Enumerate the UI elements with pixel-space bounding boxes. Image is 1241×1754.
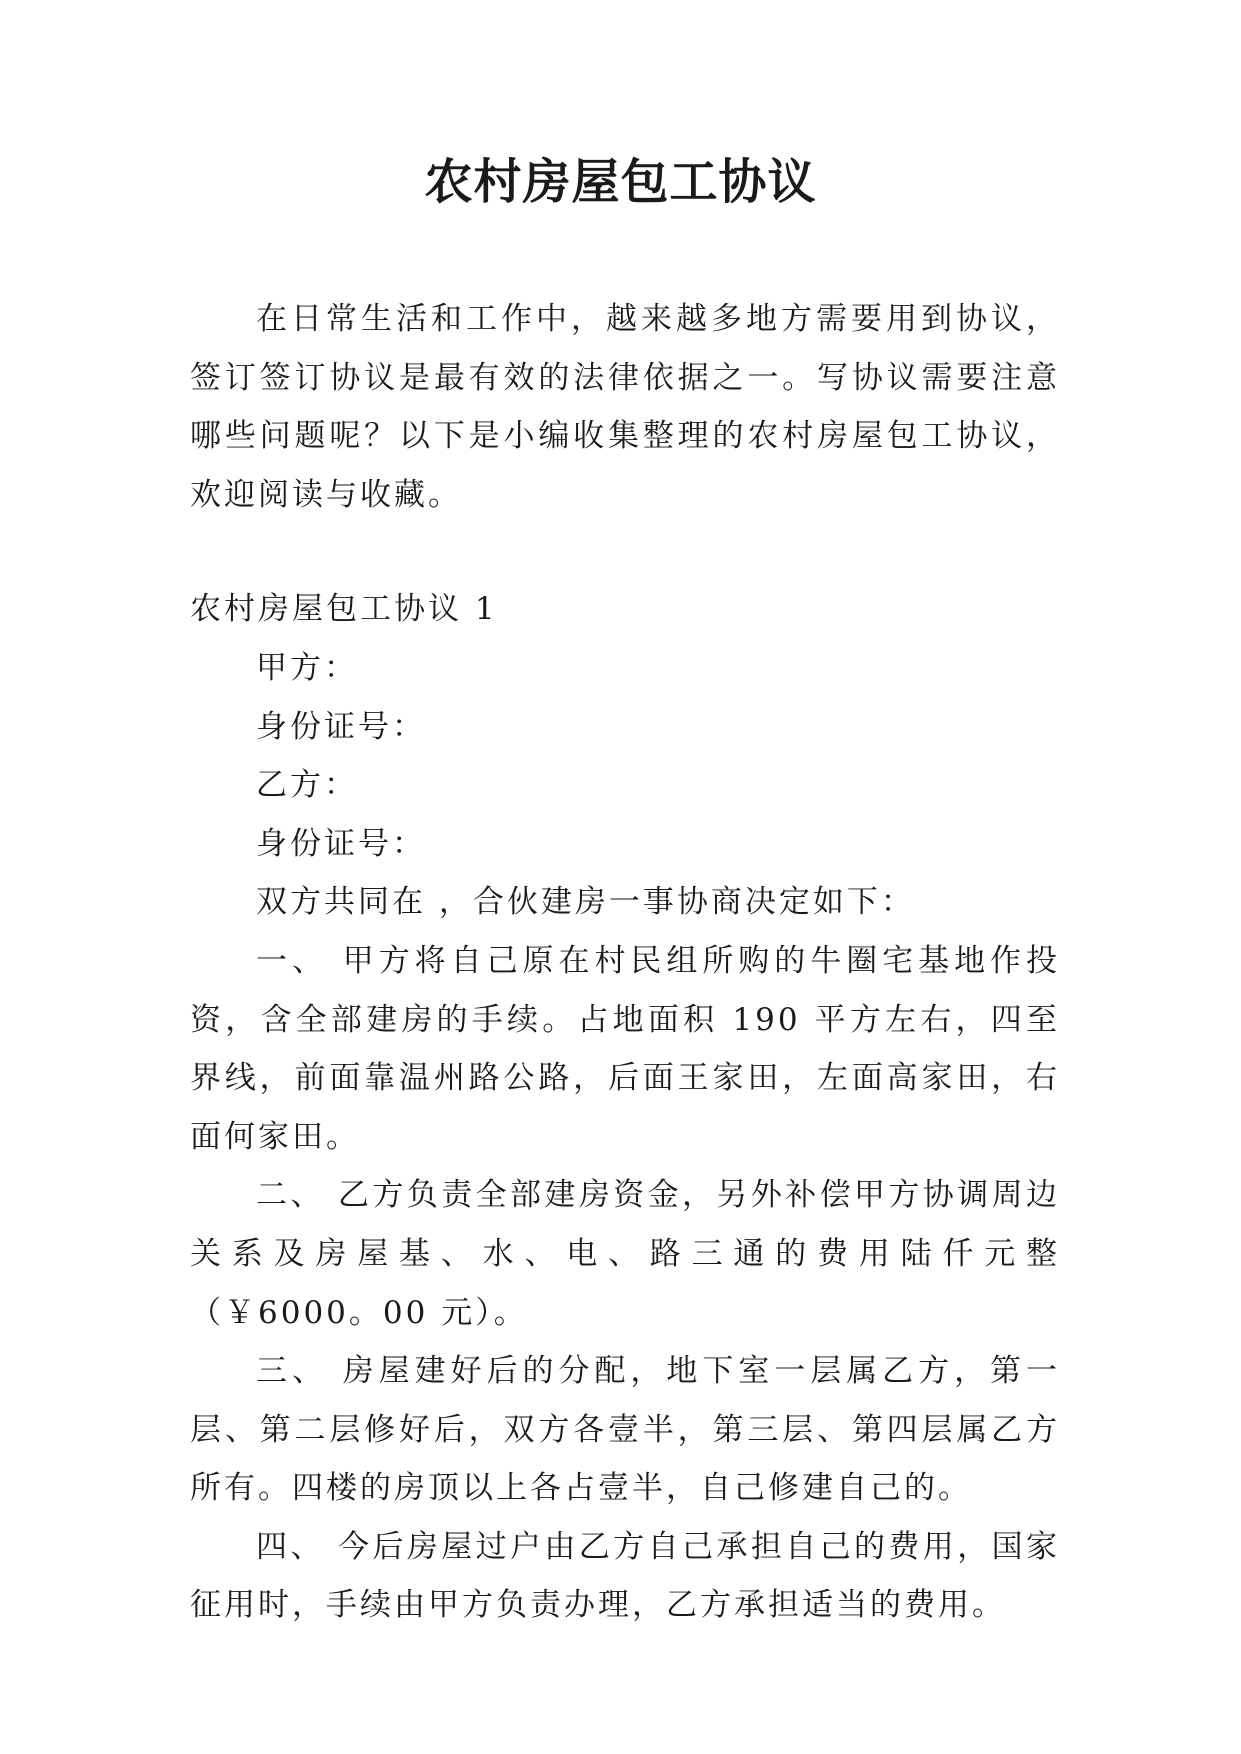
section-heading: 农村房屋包工协议 1 xyxy=(190,591,498,628)
party-b-id-field: 身份证号： xyxy=(256,825,426,862)
party-a-field: 甲方： xyxy=(256,649,358,686)
document-body xyxy=(190,290,1060,1635)
intro-paragraph: 在日常生活和工作中，越来越多地方需要用到协议，签订签订协议是最有效的法律依据之一。写协议需要注意哪些问题呢？以下是小编收集整理的农村房屋包工协议，欢迎阅读与收藏。 xyxy=(190,301,1060,513)
clause-1: 一、 甲方将自己原在村民组所购的牛圈宅基地作投资，含全部建房的手续。占地面积 190 平方左右，四至界线，前面靠温州路公路，后面王家田，左面高家田，右面何家田。 xyxy=(190,942,1060,1155)
spacer xyxy=(190,524,1060,580)
document-title: 农村房屋包工协议 xyxy=(424,154,817,210)
party-a-id-field: 身份证号： xyxy=(256,708,426,745)
clause-4: 四、 今后房屋过户由乙方自己承担自己的费用，国家征用时，手续由甲方负责办理，乙方承担适当的费用。 xyxy=(190,1528,1060,1624)
preamble-paragraph: 双方共同在 ，合伙建房一事协商决定如下： xyxy=(256,884,915,921)
clause-2: 二、 乙方负责全部建房资金，另外补偿甲方协调周边关系及房屋基、水、电、路三通的费用陆仟元整（￥6000。00 元）。 xyxy=(190,1177,1060,1331)
clause-3: 三、 房屋建好后的分配，地下室一层属乙方，第一层、第二层修好后，双方各壹半，第三层、第四层属乙方所有。四楼的房顶以上各占壹半，自己修建自己的。 xyxy=(190,1353,1060,1507)
party-b-field: 乙方： xyxy=(256,767,358,804)
